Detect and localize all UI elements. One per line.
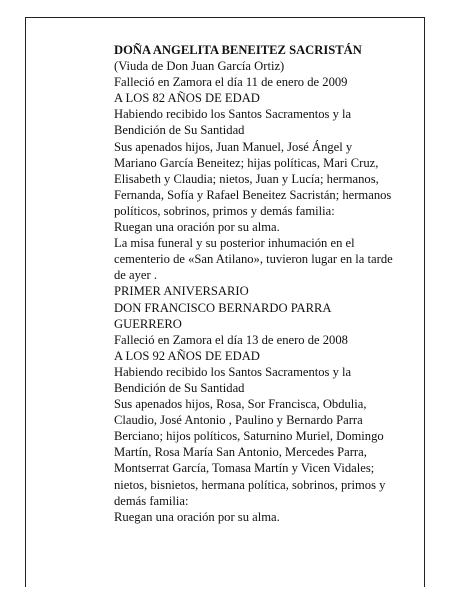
deceased-name: DON FRANCISCO BERNARDO PARRA [114,300,332,315]
family-line: nietos, bisnietos, hermana política, sobrinos, primos y [114,477,386,492]
mass-line: La misa funeral y su posterior inhumación en el [114,236,355,251]
family-line: Mariano García Beneitez; hijas políticas, Mari Cruz, [114,155,379,170]
sacraments-line: Habiendo recibido los Santos Sacramentos y la [114,107,352,122]
death-line: Falleció en Zamora el día 11 de enero de 2009 [114,75,348,90]
family-line: Berciano; hijos políticos, Saturnino Muriel, Domingo [114,429,384,444]
family-line: Sus apenados hijos, Juan Manuel, José Ángel y [114,139,353,154]
prayer-line: Ruegan una oración por su alma. [114,220,280,235]
prayer-line: Ruegan una oración por su alma. [114,509,280,524]
family-line: Elisabeth y Claudia; nietos, Juan y Lucía; hermanos, [114,171,379,186]
sacraments-line: Bendición de Su Santidad [114,380,245,395]
mass-line: cementerio de «San Atilano», tuvieron lugar en la tarde [114,252,393,267]
obituary-notice-2 [114,283,419,524]
family-line: Claudio, José Antonio , Paulino y Bernardo Parra [114,413,363,428]
family-line: Martín, Rosa María San Antonio, Mercedes Parra, [114,445,367,460]
deceased-name: GUERRERO [114,316,182,331]
family-line: Fernanda, Sofía y Rafael Beneitez Sacristán; hermanos [114,187,392,202]
widow-line: (Viuda de Don Juan García Ortiz) [114,59,285,74]
family-line: Sus apenados hijos, Rosa, Sor Francisca, Obdulia, [114,397,367,412]
anniversary-heading: PRIMER ANIVERSARIO [114,284,249,299]
family-line: demás familia: [114,493,189,508]
deceased-name: DOÑA ANGELITA BENEITEZ SACRISTÁN [114,43,362,57]
obituary-column [114,42,419,525]
age-line: A LOS 82 AÑOS DE EDAD [114,91,260,106]
obituary-notice-1 [114,42,419,283]
family-line: Montserrat García, Tomasa Martín y Vicen Vidales; [114,461,375,476]
death-line: Falleció en Zamora el día 13 de enero de 2008 [114,332,348,347]
sacraments-line: Bendición de Su Santidad [114,123,245,138]
mass-line: de ayer . [114,268,158,283]
sacraments-line: Habiendo recibido los Santos Sacramentos y la [114,364,352,379]
age-line: A LOS 92 AÑOS DE EDAD [114,348,260,363]
family-line: políticos, sobrinos, primos y demás familia: [114,203,335,218]
